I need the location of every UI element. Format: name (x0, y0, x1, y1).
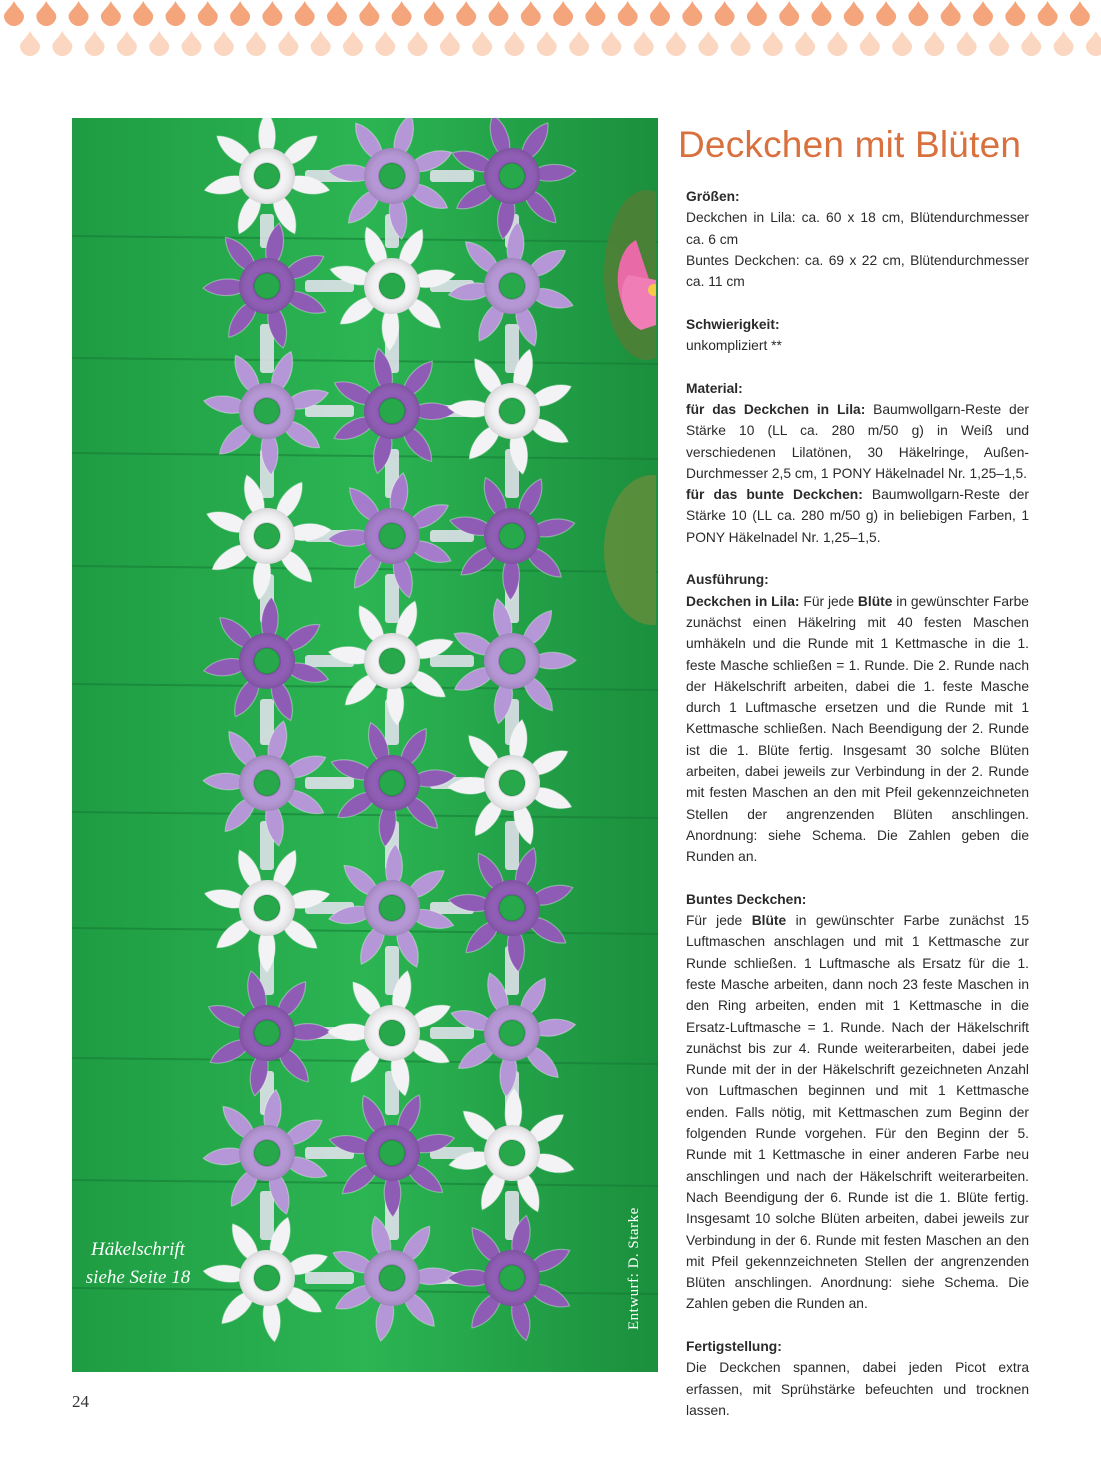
drop-shape (601, 31, 621, 56)
drop-shape (230, 1, 250, 26)
page-title: Deckchen mit Blüten (678, 124, 1022, 165)
vertical-chain (260, 1191, 274, 1240)
section-heading: Buntes Deckchen: (686, 891, 807, 907)
drop-shape (666, 31, 686, 56)
horizontal-chain (430, 170, 474, 182)
drop-shape (392, 1, 412, 26)
drop-shape (860, 31, 880, 56)
drop-shape (941, 1, 961, 26)
material-section (686, 378, 1029, 548)
emphasis-word: Blüte (857, 593, 893, 609)
material-label: für das Deckchen in Lila: (686, 401, 866, 417)
drop-shape (731, 31, 751, 56)
drop-shape (521, 1, 541, 26)
drop-shape (892, 31, 912, 56)
drop-shape (1086, 31, 1101, 56)
drop-shape (537, 31, 557, 56)
drop-shape (20, 31, 40, 56)
drop-shape (472, 31, 492, 56)
drop-shape (650, 1, 670, 26)
sizes-section (686, 186, 1029, 292)
drop-shape (715, 1, 735, 26)
drop-shape (343, 31, 363, 56)
drop-shape (618, 1, 638, 26)
difficulty-section (686, 314, 1029, 357)
drop-shape (795, 31, 815, 56)
drop-shape (763, 31, 783, 56)
drop-shape (278, 31, 298, 56)
page-number: 24 (72, 1392, 89, 1411)
section-heading: Schwierigkeit: (686, 316, 780, 332)
drop-shape (198, 1, 218, 26)
drop-shape (375, 31, 395, 56)
colorful-text: Für jede (686, 913, 743, 929)
execution-text: Für jede (803, 593, 855, 609)
finishing-section (686, 1336, 1029, 1421)
drop-shape (812, 1, 832, 26)
decorative-drop-band (0, 0, 1101, 62)
drop-shape (779, 1, 799, 26)
drop-shape (1070, 1, 1090, 26)
drop-shape (133, 1, 153, 26)
section-heading: Größen: (686, 189, 740, 204)
drop-shape (569, 31, 589, 56)
drop-shape (989, 31, 1009, 56)
drop-shape (36, 1, 56, 26)
horizontal-chain (305, 405, 354, 417)
pattern-reference-caption (80, 1236, 196, 1292)
drop-shape (1005, 1, 1025, 26)
drop-shape (52, 31, 72, 56)
drop-shape (166, 1, 186, 26)
drop-shape (311, 31, 331, 56)
finishing-text: Die Deckchen spannen, dabei jeden Picot extra erfassen, mit Sprühstärke befeuchten und trocknen lassen. (686, 1360, 1029, 1418)
drop-shape (585, 1, 605, 26)
drop-shape (553, 1, 573, 26)
drop-shape (214, 31, 234, 56)
drop-shape (698, 31, 718, 56)
drop-shape (117, 31, 137, 56)
drop-shape (440, 31, 460, 56)
horizontal-chain (305, 777, 354, 789)
difficulty-text: unkompliziert ** (686, 338, 782, 354)
material-label: für das bunte Deckchen: (686, 487, 863, 503)
size-line: Buntes Deckchen: ca. 69 x 22 cm, Blütendurchmesser ca. 11 cm (686, 252, 1029, 290)
drop-shape (828, 31, 848, 56)
execution-text: in gewünschter Farbe zunächst einen Häkelring mit 40 festen Maschen umhäkeln und die Runde mit 1 Kettmasche in die 1. feste Masche schließen = 1. Runde. Die 2. Runde nach der Häkelschrift arbeiten, dabei die 1. feste Masche durch 1 Luftmasche ersetzen und die Runde mit 1 Kettmasche schließen. Nach Beendigung der 2. Runde ist die 1. Blüte fertig. Insgesamt 30 solche Blüten arbeiten, dabei jeweils zur Verbindung in der 2. Runde mit festen Maschen an den mit Pfeil gekennzeichneten Stellen der angrenzenden Blüten anschlingen. Anordnung: siehe Schema. Die Zahlen geben die Runden an. (686, 593, 1029, 865)
execution-section (686, 569, 1029, 867)
drop-shape (182, 31, 202, 56)
material-text: Baumwollgarn-Reste der Stärke 10 (LL ca. 280 m/50 g) in beliebigen Farben, 1 PONY Häkelnadel Nr. 1,25–1,5. (686, 487, 1030, 545)
section-heading: Material: (686, 380, 743, 396)
horizontal-chain (430, 1027, 474, 1039)
emphasis-word: Blüte (751, 913, 787, 929)
caption-line: Häkelschrift (91, 1239, 185, 1260)
execution-label: Deckchen in Lila: (686, 593, 800, 609)
drop-shape (876, 1, 896, 26)
drop-shape (634, 31, 654, 56)
drop-shape (489, 1, 509, 26)
drop-shape (682, 1, 702, 26)
drop-shape (295, 1, 315, 26)
drop-shape (908, 1, 928, 26)
drop-shape (957, 31, 977, 56)
instructions-column (686, 186, 1029, 1443)
drop-shape (747, 1, 767, 26)
caption-line: siehe Seite 18 (85, 1267, 191, 1288)
drop-shape (844, 1, 864, 26)
drop-shape (973, 1, 993, 26)
primrose-decoration (576, 180, 656, 740)
drop-shape (1021, 31, 1041, 56)
horizontal-chain (430, 655, 474, 667)
drop-shape (246, 31, 266, 56)
drop-shape (149, 31, 169, 56)
design-credit: Entwurf: D. Starke (626, 1207, 642, 1330)
material-text: Baumwollgarn-Reste der Stärke 10 (LL ca. 280 m/50 g) in Weiß und verschiedenen Lilatönen, 30 Häkelringe, Außen-Durchmesser 2,5 cm, 1 PONY Häkelnadel Nr. 1,25–1,5. (686, 401, 1029, 481)
colorful-text: in gewünschter Farbe zunächst 15 Luftmaschen anschlagen und mit 1 Kettmasche zur Runde schließen. 1 Luftmasche als Ersatz für die 1. feste Masche arbeiten, dann noch 23 feste Maschen in den Ring arbeiten, enden mit 1 Kettmasche in die Ersatz-Luftmasche = 1. Runde. Nach der Häkelschrift zunächst bis zur 4. Runde weiterarbeiten, dabei jede Runde mit der in der Häkelschrift gezeichneten Anzahl von Luftmaschen beginnen und mit 1 Kettmasche enden. Falls nötig, mit Kettmaschen zum Beginn der folgenden Runde vorgehen. Für den Beginn der 5. Runde mit 1 Kettmasche in einer anderen Farbe neu anschlingen und nach der Häkelschrift weiterarbeiten. Nach Beendigung der 6. Runde ist die 1. Blüte fertig. Insgesamt 10 solche Blüten arbeiten, dabei jeweils zur Verbindung in der 6. Runde mit festen Maschen an den mit Pfeil gekennzeichneten Stellen der angrenzenden Blüten anschlingen. Anordnung: siehe Schema. Die Zahlen geben die Runden an. (686, 913, 1029, 1312)
drop-shape (4, 1, 24, 26)
drop-shape (69, 1, 89, 26)
colorful-section (686, 889, 1029, 1315)
drop-shape (327, 1, 347, 26)
drop-shape (1038, 1, 1058, 26)
drop-shape (101, 1, 121, 26)
horizontal-chain (305, 1272, 354, 1284)
section-heading: Ausführung: (686, 572, 769, 588)
drop-shape (85, 31, 105, 56)
drop-shape (424, 1, 444, 26)
doily-photo (72, 118, 658, 1372)
drop-shape (359, 1, 379, 26)
drop-shape (505, 31, 525, 56)
drop-shape (408, 31, 428, 56)
section-heading: Fertigstellung: (686, 1339, 782, 1355)
drop-shape (1054, 31, 1074, 56)
drop-shape (456, 1, 476, 26)
drop-shape (924, 31, 944, 56)
drop-shape (262, 1, 282, 26)
size-line: Deckchen in Lila: ca. 60 x 18 cm, Blütendurchmesser ca. 6 cm (686, 210, 1029, 247)
